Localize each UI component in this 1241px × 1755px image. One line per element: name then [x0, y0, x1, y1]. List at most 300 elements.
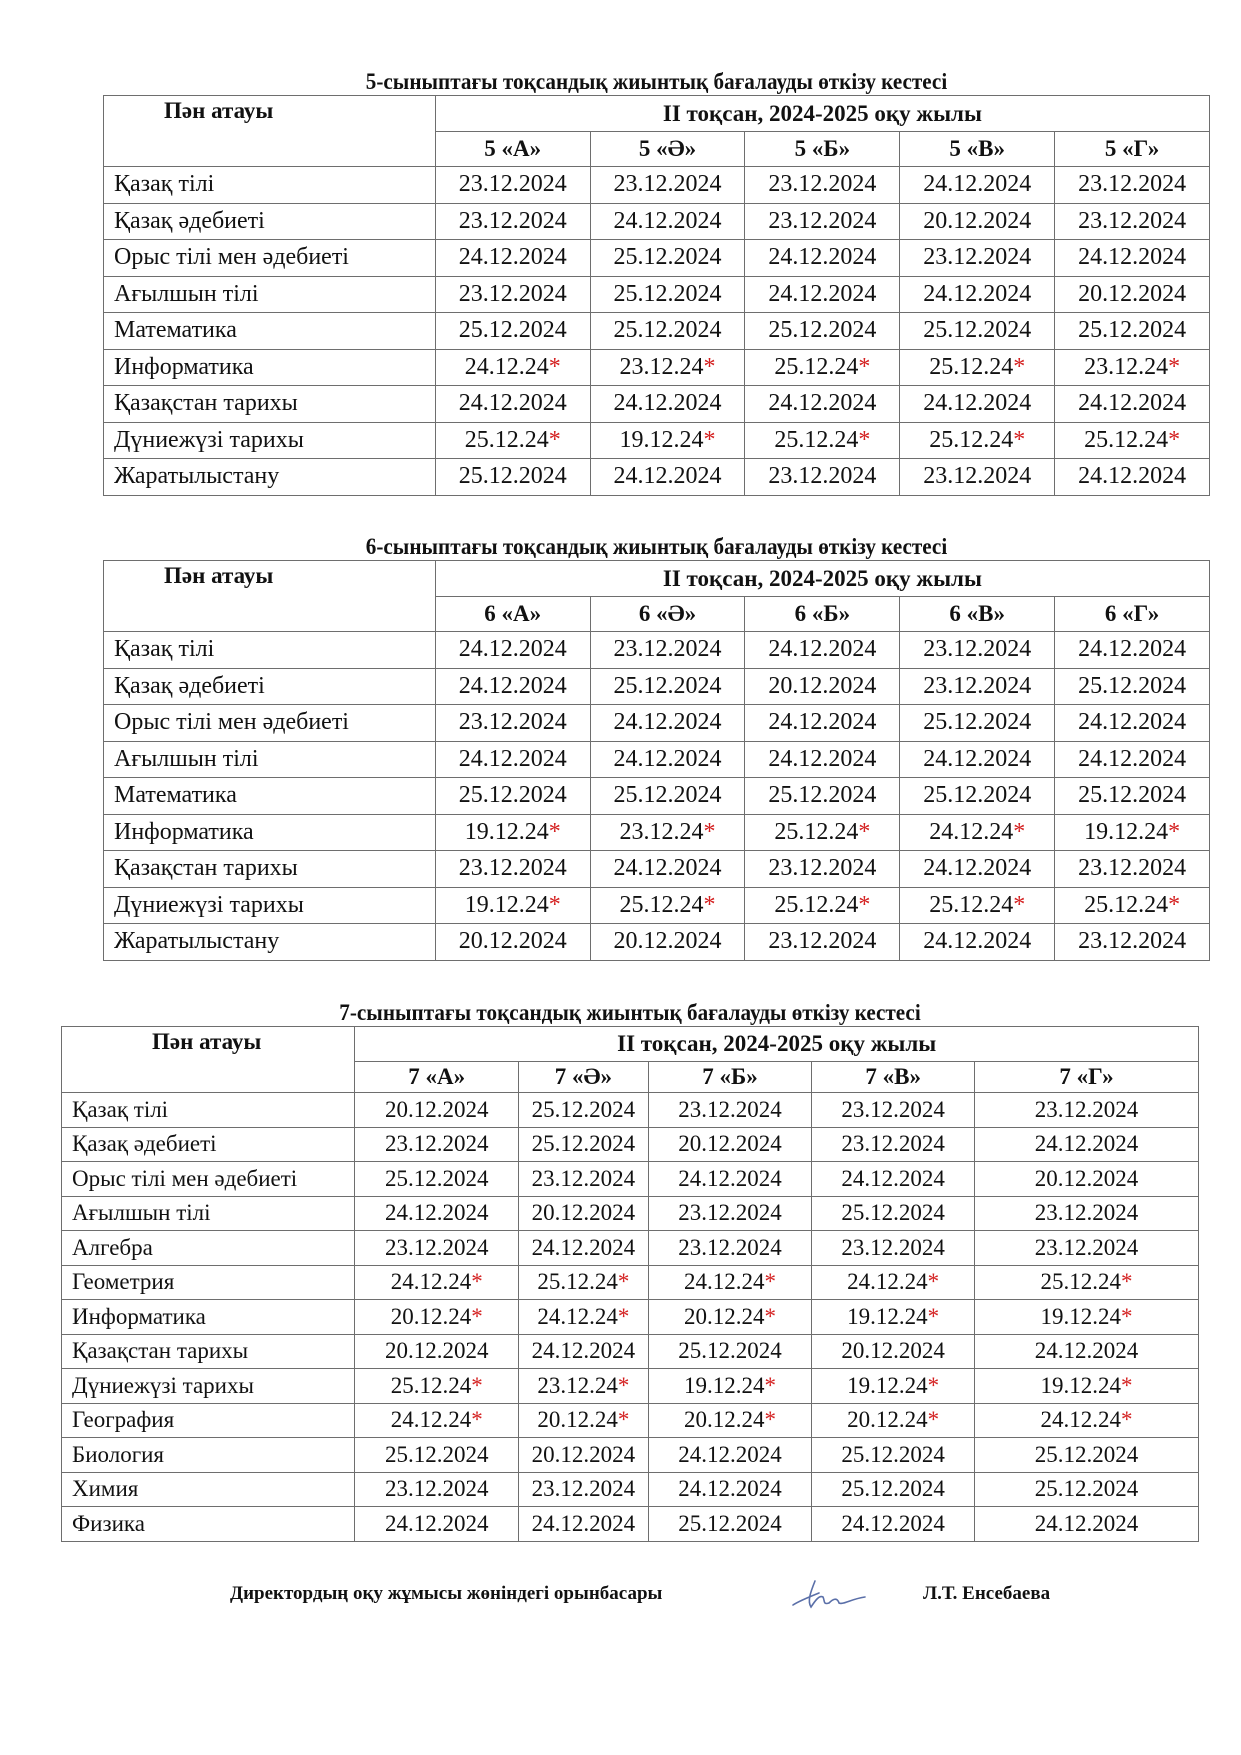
- date-value: 24.12.2024: [923, 390, 1032, 417]
- date-value: 25.12.2024: [384, 1165, 489, 1191]
- subject-cell: Алгебра: [62, 1231, 355, 1266]
- table-row: [104, 924, 1210, 961]
- date-value: 25.12.2024: [458, 463, 567, 490]
- date-cell: [812, 1093, 975, 1128]
- date-value: 19.12.24: [619, 426, 704, 453]
- date-value: 25.12.2024: [923, 782, 1032, 809]
- date-value: 24.12.24: [537, 1303, 618, 1329]
- date-cell: [900, 632, 1055, 669]
- date-cell: [648, 1507, 812, 1542]
- date-cell: [745, 167, 900, 204]
- date-value: 19.12.24: [1040, 1303, 1121, 1329]
- date-value: 24.12.2024: [768, 280, 877, 307]
- date-cell: [745, 778, 900, 815]
- date-value: 25.12.24: [774, 353, 859, 380]
- asterisk-mark: *: [703, 818, 716, 845]
- subject-cell: Қазақ әдебиеті: [104, 203, 436, 240]
- period-header: ІІ тоқсан, 2024-2025 оқу жылы: [355, 1027, 1199, 1062]
- asterisk-mark: *: [1120, 1372, 1133, 1398]
- table-row: [62, 1231, 1199, 1266]
- date-cell: [812, 1438, 975, 1473]
- class-column-header: 7 «Б»: [648, 1062, 812, 1093]
- date-value: 25.12.2024: [613, 280, 722, 307]
- date-cell: [1055, 313, 1210, 350]
- date-cell: [435, 459, 590, 496]
- date-value: 25.12.24: [774, 891, 859, 918]
- table-title: 6-сыныптағы тоқсандық жиынтық бағалауды өткізу кестесі: [365, 534, 948, 559]
- class-column-header: 7 «Ә»: [519, 1062, 649, 1093]
- date-value: 23.12.2024: [613, 171, 722, 198]
- class-column-header: 6 «А»: [435, 597, 590, 632]
- date-value: 23.12.2024: [768, 171, 877, 198]
- date-value: 25.12.2024: [613, 782, 722, 809]
- date-value: 20.12.24: [684, 1407, 765, 1433]
- date-value: 25.12.2024: [841, 1441, 945, 1467]
- date-value: 24.12.2024: [613, 709, 722, 736]
- date-value: 23.12.2024: [768, 207, 877, 234]
- table-row: [104, 814, 1210, 851]
- date-value: 19.12.24: [1084, 818, 1169, 845]
- date-value: 23.12.2024: [1034, 1096, 1139, 1122]
- schedule-table: [103, 95, 1210, 496]
- date-cell: [435, 386, 590, 423]
- date-value: 25.12.2024: [678, 1338, 782, 1364]
- date-value: 23.12.24: [537, 1372, 618, 1398]
- table-row: [104, 778, 1210, 815]
- asterisk-mark: *: [927, 1407, 940, 1433]
- date-value: 25.12.2024: [1034, 1476, 1139, 1502]
- asterisk-mark: *: [858, 353, 871, 380]
- date-value: 20.12.2024: [384, 1338, 489, 1364]
- date-value: 24.12.2024: [923, 280, 1032, 307]
- date-value: 25.12.2024: [613, 244, 722, 271]
- date-value: 19.12.24: [847, 1303, 928, 1329]
- date-cell: [745, 349, 900, 386]
- date-value: 23.12.2024: [768, 463, 877, 490]
- date-value: 24.12.2024: [768, 390, 877, 417]
- date-value: 25.12.24: [929, 426, 1014, 453]
- date-cell: [812, 1162, 975, 1197]
- date-value: 19.12.24: [847, 1372, 928, 1398]
- class-column-header: 5 «Ә»: [590, 132, 745, 167]
- date-cell: [900, 851, 1055, 888]
- date-cell: [590, 167, 745, 204]
- subject-cell: Геометрия: [62, 1265, 355, 1300]
- date-cell: [900, 887, 1055, 924]
- date-cell: [900, 276, 1055, 313]
- date-value: 19.12.24: [684, 1372, 765, 1398]
- subject-cell: Қазақ тілі: [62, 1093, 355, 1128]
- asterisk-mark: *: [703, 891, 716, 918]
- date-cell: [1055, 276, 1210, 313]
- date-cell: [745, 313, 900, 350]
- table-row: [62, 1300, 1199, 1335]
- date-value: 24.12.24: [390, 1407, 472, 1433]
- date-value: 23.12.2024: [458, 709, 567, 736]
- date-value: 24.12.24: [929, 818, 1014, 845]
- date-cell: [745, 422, 900, 459]
- asterisk-mark: *: [617, 1407, 630, 1433]
- asterisk-mark: *: [471, 1372, 483, 1398]
- table-row: [104, 422, 1210, 459]
- date-cell: [590, 276, 745, 313]
- date-cell: [900, 924, 1055, 961]
- asterisk-mark: *: [927, 1372, 940, 1398]
- table-row: [104, 741, 1210, 778]
- date-value: 25.12.24: [929, 891, 1014, 918]
- date-value: 24.12.2024: [768, 745, 877, 772]
- date-cell: [435, 313, 590, 350]
- date-value: 23.12.2024: [923, 636, 1032, 663]
- date-cell: [590, 459, 745, 496]
- table-row: [62, 1127, 1199, 1162]
- date-value: 25.12.2024: [1078, 782, 1187, 809]
- date-cell: [648, 1472, 812, 1507]
- date-value: 20.12.24: [390, 1303, 472, 1329]
- date-value: 25.12.2024: [923, 709, 1032, 736]
- table-title: 5-сыныптағы тоқсандық жиынтық бағалауды өткізу кестесі: [365, 69, 948, 94]
- date-cell: [974, 1403, 1198, 1438]
- schedule-grade-7: [61, 1000, 1199, 1542]
- date-cell: [435, 668, 590, 705]
- date-value: 20.12.2024: [678, 1131, 782, 1157]
- date-cell: [435, 276, 590, 313]
- date-cell: [519, 1334, 649, 1369]
- asterisk-mark: *: [617, 1303, 630, 1329]
- table-row: [104, 851, 1210, 888]
- table-row: [104, 887, 1210, 924]
- table-row: [62, 1369, 1199, 1404]
- date-cell: [974, 1300, 1198, 1335]
- date-cell: [1055, 632, 1210, 669]
- date-cell: [974, 1093, 1198, 1128]
- asterisk-mark: *: [548, 426, 561, 453]
- subject-cell: Дүниежүзі тарихы: [104, 422, 436, 459]
- asterisk-mark: *: [1013, 353, 1026, 380]
- table-row: [62, 1403, 1199, 1438]
- date-cell: [900, 778, 1055, 815]
- date-cell: [812, 1507, 975, 1542]
- date-value: 24.12.2024: [1078, 244, 1187, 271]
- asterisk-mark: *: [858, 426, 871, 453]
- date-cell: [519, 1265, 649, 1300]
- date-cell: [1055, 203, 1210, 240]
- date-value: 24.12.2024: [458, 244, 567, 271]
- date-cell: [812, 1127, 975, 1162]
- date-cell: [435, 240, 590, 277]
- date-value: 24.12.2024: [531, 1338, 636, 1364]
- subject-cell: Дүниежүзі тарихы: [104, 887, 436, 924]
- asterisk-mark: *: [703, 353, 716, 380]
- subject-cell: Информатика: [104, 349, 436, 386]
- signatory-name: Л.Т. Енсебаева: [923, 1583, 1051, 1604]
- table-row: [62, 1162, 1199, 1197]
- date-value: 24.12.2024: [678, 1165, 782, 1191]
- table-row: [62, 1196, 1199, 1231]
- date-cell: [900, 668, 1055, 705]
- date-cell: [590, 705, 745, 742]
- date-cell: [355, 1472, 519, 1507]
- class-column-header: 5 «Б»: [745, 132, 900, 167]
- date-cell: [355, 1265, 519, 1300]
- date-cell: [1055, 349, 1210, 386]
- asterisk-mark: *: [1120, 1407, 1133, 1433]
- date-cell: [900, 313, 1055, 350]
- date-cell: [590, 668, 745, 705]
- date-value: 23.12.2024: [458, 171, 567, 198]
- date-cell: [519, 1403, 649, 1438]
- date-value: 19.12.24: [464, 818, 549, 845]
- date-value: 19.12.24: [1040, 1372, 1121, 1398]
- date-cell: [435, 203, 590, 240]
- date-cell: [435, 422, 590, 459]
- subject-cell: Қазақ тілі: [104, 167, 436, 204]
- date-cell: [812, 1196, 975, 1231]
- date-cell: [519, 1127, 649, 1162]
- date-value: 24.12.2024: [1078, 390, 1187, 417]
- date-value: 23.12.2024: [458, 855, 567, 882]
- date-value: 25.12.24: [464, 426, 549, 453]
- subject-cell: Дүниежүзі тарихы: [62, 1369, 355, 1404]
- date-value: 25.12.24: [390, 1372, 472, 1398]
- date-value: 23.12.2024: [531, 1476, 636, 1502]
- date-value: 25.12.24: [1084, 891, 1169, 918]
- date-cell: [648, 1127, 812, 1162]
- table-row: [104, 167, 1210, 204]
- date-cell: [590, 741, 745, 778]
- date-value: 23.12.24: [1084, 353, 1169, 380]
- date-value: 23.12.2024: [841, 1234, 945, 1260]
- date-cell: [1055, 814, 1210, 851]
- date-cell: [745, 705, 900, 742]
- date-value: 25.12.2024: [1078, 672, 1187, 699]
- subject-column-header: Пән атауы: [104, 96, 436, 167]
- date-cell: [812, 1231, 975, 1266]
- date-cell: [1055, 386, 1210, 423]
- date-value: 24.12.2024: [1078, 636, 1187, 663]
- date-value: 24.12.24: [847, 1269, 928, 1295]
- date-cell: [519, 1369, 649, 1404]
- date-value: 20.12.24: [537, 1407, 618, 1433]
- asterisk-mark: *: [927, 1269, 940, 1295]
- schedule-grade-5: [103, 69, 1210, 496]
- date-cell: [974, 1438, 1198, 1473]
- date-value: 23.12.2024: [1078, 855, 1187, 882]
- date-value: 24.12.2024: [678, 1441, 782, 1467]
- date-cell: [355, 1300, 519, 1335]
- subject-cell: Қазақ тілі: [104, 632, 436, 669]
- date-cell: [355, 1334, 519, 1369]
- date-value: 25.12.2024: [841, 1476, 945, 1502]
- table-row: [104, 459, 1210, 496]
- date-value: 25.12.2024: [768, 782, 877, 809]
- date-cell: [435, 778, 590, 815]
- table-row: [62, 1334, 1199, 1369]
- date-value: 24.12.2024: [841, 1165, 945, 1191]
- signatory-role: Директордың оқу жұмысы жөніндегі орынбасары: [230, 1583, 663, 1604]
- date-cell: [900, 349, 1055, 386]
- class-column-header: 5 «Г»: [1055, 132, 1210, 167]
- date-value: 25.12.24: [774, 818, 859, 845]
- subject-cell: Информатика: [62, 1300, 355, 1335]
- date-cell: [900, 203, 1055, 240]
- asterisk-mark: *: [471, 1407, 483, 1433]
- date-value: 23.12.2024: [1078, 928, 1187, 955]
- date-value: 23.12.24: [619, 353, 704, 380]
- date-cell: [974, 1265, 1198, 1300]
- date-value: 20.12.2024: [768, 672, 877, 699]
- date-value: 23.12.2024: [841, 1096, 945, 1122]
- subject-cell: Химия: [62, 1472, 355, 1507]
- asterisk-mark: *: [764, 1372, 777, 1398]
- date-cell: [648, 1334, 812, 1369]
- date-cell: [745, 887, 900, 924]
- asterisk-mark: *: [764, 1407, 777, 1433]
- date-value: 23.12.2024: [1034, 1234, 1139, 1260]
- date-cell: [355, 1438, 519, 1473]
- date-cell: [900, 167, 1055, 204]
- date-cell: [1055, 778, 1210, 815]
- date-value: 25.12.2024: [458, 782, 567, 809]
- subject-cell: Орыс тілі мен әдебиеті: [104, 240, 436, 277]
- class-column-header: 5 «В»: [900, 132, 1055, 167]
- class-column-header: 5 «А»: [435, 132, 590, 167]
- class-column-header: 6 «В»: [900, 597, 1055, 632]
- date-value: 20.12.2024: [384, 1096, 489, 1122]
- date-value: 23.12.2024: [458, 207, 567, 234]
- date-cell: [1055, 741, 1210, 778]
- subject-cell: География: [62, 1403, 355, 1438]
- subject-cell: Жаратылыстану: [104, 459, 436, 496]
- date-cell: [519, 1196, 649, 1231]
- date-value: 24.12.2024: [1078, 709, 1187, 736]
- asterisk-mark: *: [471, 1303, 483, 1329]
- date-cell: [355, 1127, 519, 1162]
- asterisk-mark: *: [548, 891, 561, 918]
- date-value: 24.12.2024: [1078, 463, 1187, 490]
- date-cell: [435, 167, 590, 204]
- date-cell: [974, 1507, 1198, 1542]
- subject-cell: Информатика: [104, 814, 436, 851]
- date-cell: [355, 1403, 519, 1438]
- asterisk-mark: *: [1013, 426, 1026, 453]
- date-cell: [648, 1265, 812, 1300]
- date-cell: [590, 851, 745, 888]
- date-cell: [1055, 887, 1210, 924]
- date-value: 20.12.2024: [923, 207, 1032, 234]
- date-value: 24.12.2024: [1034, 1131, 1139, 1157]
- date-cell: [519, 1438, 649, 1473]
- date-value: 24.12.2024: [613, 207, 722, 234]
- date-value: 23.12.2024: [923, 463, 1032, 490]
- date-value: 20.12.2024: [613, 928, 722, 955]
- subject-cell: Математика: [104, 778, 436, 815]
- date-value: 23.12.24: [619, 818, 704, 845]
- date-cell: [648, 1300, 812, 1335]
- table-row: [104, 313, 1210, 350]
- date-value: 23.12.2024: [768, 855, 877, 882]
- date-value: 24.12.2024: [384, 1510, 489, 1536]
- date-value: 24.12.2024: [531, 1234, 636, 1260]
- subject-cell: Ағылшын тілі: [104, 741, 436, 778]
- date-cell: [435, 887, 590, 924]
- date-value: 25.12.24: [774, 426, 859, 453]
- asterisk-mark: *: [858, 891, 871, 918]
- date-cell: [1055, 459, 1210, 496]
- date-cell: [974, 1334, 1198, 1369]
- date-value: 19.12.24: [464, 891, 549, 918]
- date-value: 25.12.2024: [1078, 317, 1187, 344]
- date-value: 20.12.2024: [531, 1441, 636, 1467]
- date-cell: [745, 668, 900, 705]
- asterisk-mark: *: [1168, 818, 1181, 845]
- date-cell: [745, 240, 900, 277]
- asterisk-mark: *: [1168, 891, 1181, 918]
- date-cell: [590, 778, 745, 815]
- date-value: 24.12.2024: [768, 244, 877, 271]
- date-cell: [435, 924, 590, 961]
- table-row: [104, 276, 1210, 313]
- asterisk-mark: *: [1013, 891, 1026, 918]
- asterisk-mark: *: [471, 1269, 483, 1295]
- date-value: 20.12.2024: [1034, 1165, 1139, 1191]
- date-cell: [1055, 240, 1210, 277]
- date-value: 25.12.24: [619, 891, 704, 918]
- date-value: 23.12.2024: [384, 1234, 489, 1260]
- date-cell: [590, 887, 745, 924]
- date-value: 23.12.2024: [1078, 171, 1187, 198]
- date-value: 23.12.2024: [384, 1131, 489, 1157]
- date-value: 20.12.2024: [841, 1338, 945, 1364]
- asterisk-mark: *: [1120, 1303, 1133, 1329]
- class-column-header: 6 «Г»: [1055, 597, 1210, 632]
- date-value: 23.12.2024: [923, 244, 1032, 271]
- table-title: 7-сыныптағы тоқсандық жиынтық бағалауды өткізу кестесі: [339, 1000, 921, 1025]
- asterisk-mark: *: [548, 353, 561, 380]
- schedule-grade-6: [103, 534, 1210, 961]
- date-value: 20.12.2024: [458, 928, 567, 955]
- date-cell: [590, 924, 745, 961]
- subject-cell: Қазақстан тарихы: [62, 1334, 355, 1369]
- date-value: 25.12.2024: [531, 1096, 636, 1122]
- date-cell: [355, 1369, 519, 1404]
- table-row: [104, 349, 1210, 386]
- date-value: 23.12.2024: [678, 1096, 782, 1122]
- table-row: [104, 386, 1210, 423]
- asterisk-mark: *: [764, 1269, 777, 1295]
- class-column-header: 7 «В»: [812, 1062, 975, 1093]
- date-value: 25.12.2024: [531, 1131, 636, 1157]
- date-value: 23.12.2024: [613, 636, 722, 663]
- date-value: 23.12.2024: [768, 928, 877, 955]
- date-cell: [519, 1472, 649, 1507]
- date-cell: [355, 1507, 519, 1542]
- date-cell: [648, 1196, 812, 1231]
- date-value: 23.12.2024: [678, 1200, 782, 1226]
- date-value: 20.12.2024: [1078, 280, 1187, 307]
- date-cell: [745, 632, 900, 669]
- date-value: 24.12.2024: [1078, 745, 1187, 772]
- date-cell: [812, 1265, 975, 1300]
- date-cell: [435, 741, 590, 778]
- date-value: 20.12.24: [847, 1407, 928, 1433]
- date-cell: [745, 851, 900, 888]
- date-value: 24.12.2024: [923, 855, 1032, 882]
- date-value: 24.12.2024: [678, 1476, 782, 1502]
- date-cell: [435, 349, 590, 386]
- asterisk-mark: *: [1168, 426, 1181, 453]
- date-cell: [812, 1369, 975, 1404]
